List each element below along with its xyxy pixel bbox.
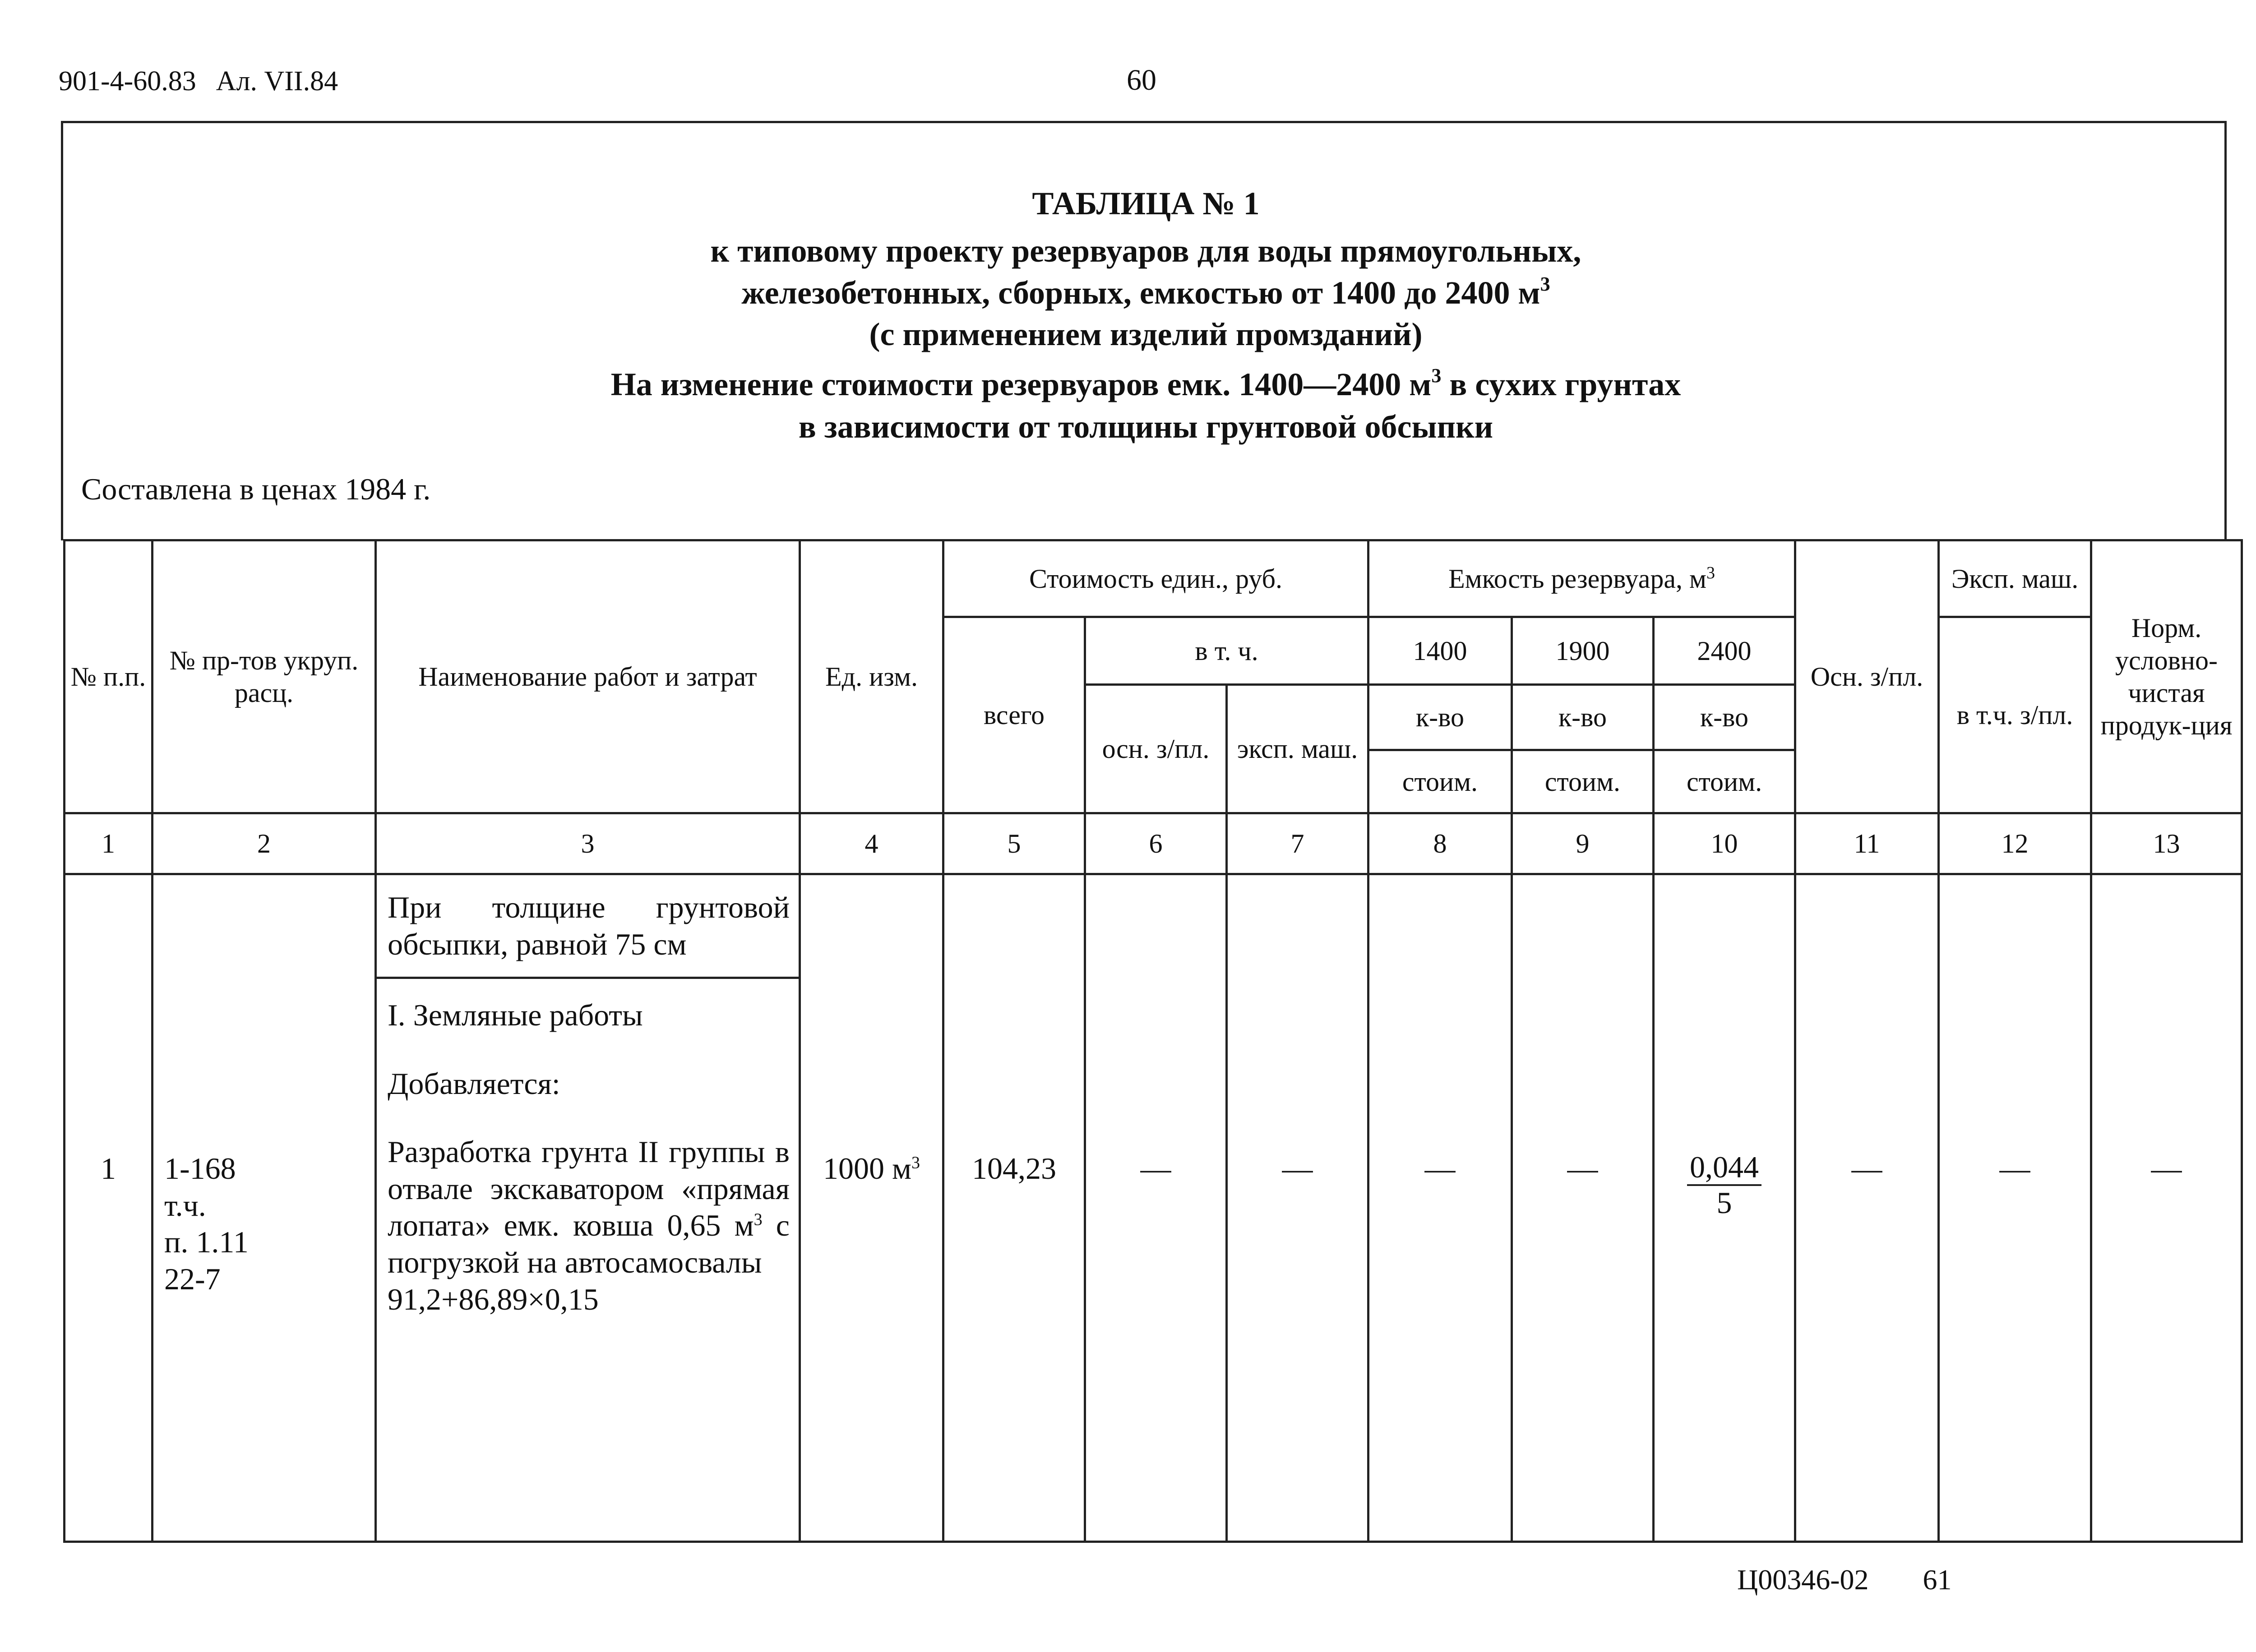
row-cap-1900: — [1512,874,1654,1542]
header-total: всего [943,617,1085,813]
col-number: 5 [943,813,1085,874]
title-line-6: в зависимости от толщины грунтовой обсыпки [798,409,1493,445]
column-number-row [65,813,2242,874]
section-title: При толщине грунтовой обсыпки, равной 75 см [376,874,800,978]
album-code: Ал. VII.84 [216,66,338,97]
col-number: 2 [153,813,376,874]
header-base-salary: Осн. з/пл. [1795,540,1939,813]
header-cost-1400: стоим. [1368,750,1512,813]
col-number: 3 [376,813,800,874]
col-number: 9 [1512,813,1654,874]
col-number: 4 [800,813,943,874]
row-total: 104,23 [943,874,1085,1542]
row-number: 1 [65,874,153,1542]
header-work-name: Наименование работ и затрат [376,540,800,813]
row-unit: 1000 $м^3$ [800,874,943,1542]
title-line-3: железобетонных, сборных, емкостью от 1400 до 2400 $м^3$ [741,273,1550,311]
col-number: 10 [1654,813,1795,874]
header-eksp-mash: эксп. маш. [1227,685,1368,813]
header-cost-2400: стоим. [1654,750,1795,813]
header-cap-1900: 1900 [1512,617,1654,685]
header-including: в т. ч. [1085,617,1368,685]
document-code-header [59,65,338,97]
header-row-number: № п.п. [65,540,153,813]
footer-doc-code: Ц00346-02 [1737,1564,1869,1596]
header-cost-1900: стоим. [1512,750,1654,813]
header-machine-ops: Эксп. маш. [1939,540,2091,617]
row-col13: — [2091,874,2242,1542]
col-number: 1 [65,813,153,874]
header-cap-1400: 1400 [1368,617,1512,685]
header-capacity-group: Емкость резервуара, $м^3$ [1368,540,1795,617]
compiled-note: Составлена в ценах 1984 г. [81,472,431,506]
table-row [65,874,2242,978]
row-cap-2400 [1654,874,1795,1542]
header-qty-1900: к-во [1512,685,1654,750]
header-osn-zpl: осн. з/пл. [1085,685,1227,813]
header-qty-1400: к-во [1368,685,1512,750]
row-col12: — [1939,874,2091,1542]
row-price-ref: 1-168 т.ч. п. 1.11 22-7 [153,874,376,1542]
row-eksp: — [1227,874,1368,1542]
title-line-4: (с применением изделий промзданий) [869,316,1423,352]
page-number: 60 [1127,64,1156,97]
col-number: 8 [1368,813,1512,874]
table-title: ТАБЛИЦА № 1 [1032,185,1260,221]
row-osn: — [1085,874,1227,1542]
footer-page-number: 61 [1923,1564,1952,1596]
header-machine-salary: в т.ч. з/пл. [1939,617,2091,813]
work-description: I. Земляные работы Добавляется: Разработка грунта II группы в отвале экскаватором «прямая лопата» емк. ковша 0,65 $м^3$ с погрузкой на автосамосвалы 91,2+86,89×0,15 [376,978,800,1542]
col-number: 7 [1227,813,1368,874]
header-unit: Ед. изм. [800,540,943,813]
row-cap-1400: — [1368,874,1512,1542]
header-cap-2400: 2400 [1654,617,1795,685]
cost-table [63,539,2243,1543]
col-number: 12 [1939,813,2091,874]
header-net-output: Норм. условно-чистая продук-ция [2091,540,2242,813]
col-number: 13 [2091,813,2242,874]
title-line-2: к типовому проекту резервуаров для воды прямоугольных, [710,233,1581,269]
title-line-5: На изменение стоимости резервуаров емк. 1400—2400 $м^3$ в сухих грунтах [610,365,1681,402]
row-col11: — [1795,874,1939,1542]
col-number: 6 [1085,813,1227,874]
header-qty-2400: к-во [1654,685,1795,750]
footer-code [1737,1563,1952,1597]
header-unit-cost-group: Стоимость един., руб. [943,540,1368,617]
fraction-value: $\frac{0,044}{5}$ [1687,1150,1761,1220]
col-number: 11 [1795,813,1939,874]
header-price-ref: № пр-тов укруп. расц. [153,540,376,813]
doc-code: 901-4-60.83 [59,66,196,97]
